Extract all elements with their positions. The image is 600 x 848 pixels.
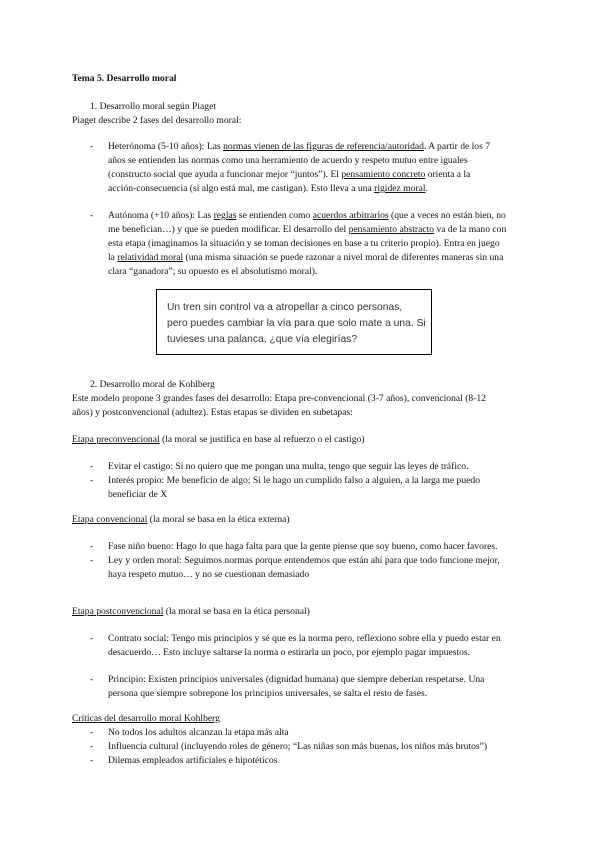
list-item: Fase niño bueno: Hago lo que haga falta para que la gente piense que soy bueno, como hacer favores. [108, 541, 498, 552]
underlined-term: normas vienen de las figuras de referencia/autoridad [223, 141, 424, 152]
list-item: Evitar el castigo: Si no quiero que me pongan una multa, tengo que seguir las leyes de tráfico. [108, 461, 469, 472]
underlined-term: acuerdos arbitrarios [312, 210, 389, 221]
underlined-term: pensamiento abstracto [348, 224, 435, 235]
quote-line-2: pero puedes cambiar la vía para que solo mate a una. Si [167, 318, 426, 329]
bullet-marker: - [90, 755, 94, 766]
kohlberg-intro-line-2: años) y postconvencional (adultez). Estas etapas se dividen en subetapas: [72, 407, 353, 418]
list-item-continuation: beneficiar de X [108, 489, 168, 500]
heteronoma-line-2: años se entienden las normas como una herramiento de acuerdo y respeto mutuo entre iguales [108, 155, 468, 166]
bullet-marker: - [90, 727, 94, 738]
list-item-continuation: desacuerdo… Esto incluye saltarse la norma o estirarla un poco, por ejemplo pagar impuestos. [108, 647, 471, 658]
section-heading-kohlberg: 2. Desarrollo moral de Kohlberg [90, 379, 215, 390]
list-item: Contrato social: Tengo mis principios y sé que es la norma pero, reflexiono sobre ella y puedo estar en [108, 633, 501, 644]
stage-preconvencional-title: Etapa preconvencional (la moral se justifica en base al refuerzo o el castigo) [72, 434, 365, 445]
list-item: Ley y orden moral: Seguimos normas porque entendemos que están ahí para que todo funcione mejor, [108, 555, 500, 566]
underlined-term: reglas [213, 210, 237, 221]
heteronoma-line-3: (constructo social que ayuda a funcionar mejor “juntos”). El pensamiento concreto orienta a la [108, 169, 471, 180]
underlined-term: rigidez moral [374, 183, 426, 194]
list-item: Dilemas empleados artificiales e hipotéticos [108, 755, 278, 766]
quote-line-1: Un tren sin control va a atropellar a cinco personas, [167, 302, 403, 313]
autonoma-line-3: esta etapa (imaginamos la situación y se toman decisiones en base a tu criterio propio). Entra en juego [108, 238, 500, 249]
autonoma-line-1: Autónoma (+10 años): Las reglas se entienden como acuerdos arbitrarios (que a veces no están bien, no [108, 210, 506, 221]
underlined-term: relatividad moral [117, 252, 184, 263]
autonoma-line-4: la relatividad moral (una misma situación se puede razonar a nivel moral de diferentes maneras sin una [108, 252, 504, 263]
heteronoma-line-4: acción-consecuencia (si algo está mal, me castigan). Esto lleva a una rigidez moral. [108, 183, 428, 194]
criticas-title: Críticas del desarrollo moral Kohlberg [72, 713, 220, 724]
list-item: No todos los adultos alcanzan la etapa más alta [108, 727, 289, 738]
bullet-marker: - [90, 210, 94, 221]
document-title: Tema 5. Desarrollo moral [72, 73, 177, 84]
paragraph-piaget-intro: Piaget describe 2 fases del desarrollo moral: [72, 115, 242, 126]
list-item-continuation: haya respeto mutuo… y no se cuestionan demasiado [108, 569, 310, 580]
bullet-marker: - [90, 475, 94, 486]
underlined-term: pensamiento concreto [341, 169, 426, 180]
bullet-marker: - [90, 555, 94, 566]
bullet-marker: - [90, 141, 94, 152]
bullet-marker: - [90, 541, 94, 552]
bullet-marker: - [90, 741, 94, 752]
autonoma-line-5: clara “ganadora”; su opuesto es el absolutismo moral). [108, 266, 318, 277]
heteronoma-line-1: Heterónoma (5-10 años): Las normas vienen de las figuras de referencia/autoridad. A partir de los 7 [108, 141, 491, 152]
list-item: Influencia cultural (incluyendo roles de género; “Las niñas son más buenas, los niños más brutos”) [108, 741, 488, 752]
stage-postconvencional-title: Etapa postconvencional (la moral se basa en la ética personal) [72, 606, 310, 617]
bullet-marker: - [90, 674, 94, 685]
stage-convencional-title: Etapa convencional (la moral se basa en la ética externa) [72, 514, 290, 525]
list-item-continuation: persona que siempre sobrepone los principios universales, se salta el resto de fases. [108, 688, 428, 699]
list-item: Interés propio: Me beneficio de algo; Si le hago un cumplido falso a alguien, a la larga me puedo [108, 475, 481, 486]
section-heading-piaget: 1. Desarrollo moral según Piaget [90, 101, 217, 112]
bullet-marker: - [90, 461, 94, 472]
autonoma-line-2: me benefician…) y que se pueden modificar. El desarrollo del pensamiento abstracto va de la mano con [108, 224, 507, 235]
quote-line-3: tuvieses una palanca, ¿que vía elegirías? [167, 334, 358, 345]
list-item: Principio: Existen principios universales (dignidad humana) que siempre deberían respetarse. Una [108, 674, 485, 685]
trolley-dilemma-box [156, 289, 432, 355]
bullet-marker: - [90, 633, 94, 644]
kohlberg-intro-line-1: Este modelo propone 3 grandes fases del desarrollo: Etapa pre-convencional (3-7 años), convencional (8-12 [72, 393, 486, 404]
